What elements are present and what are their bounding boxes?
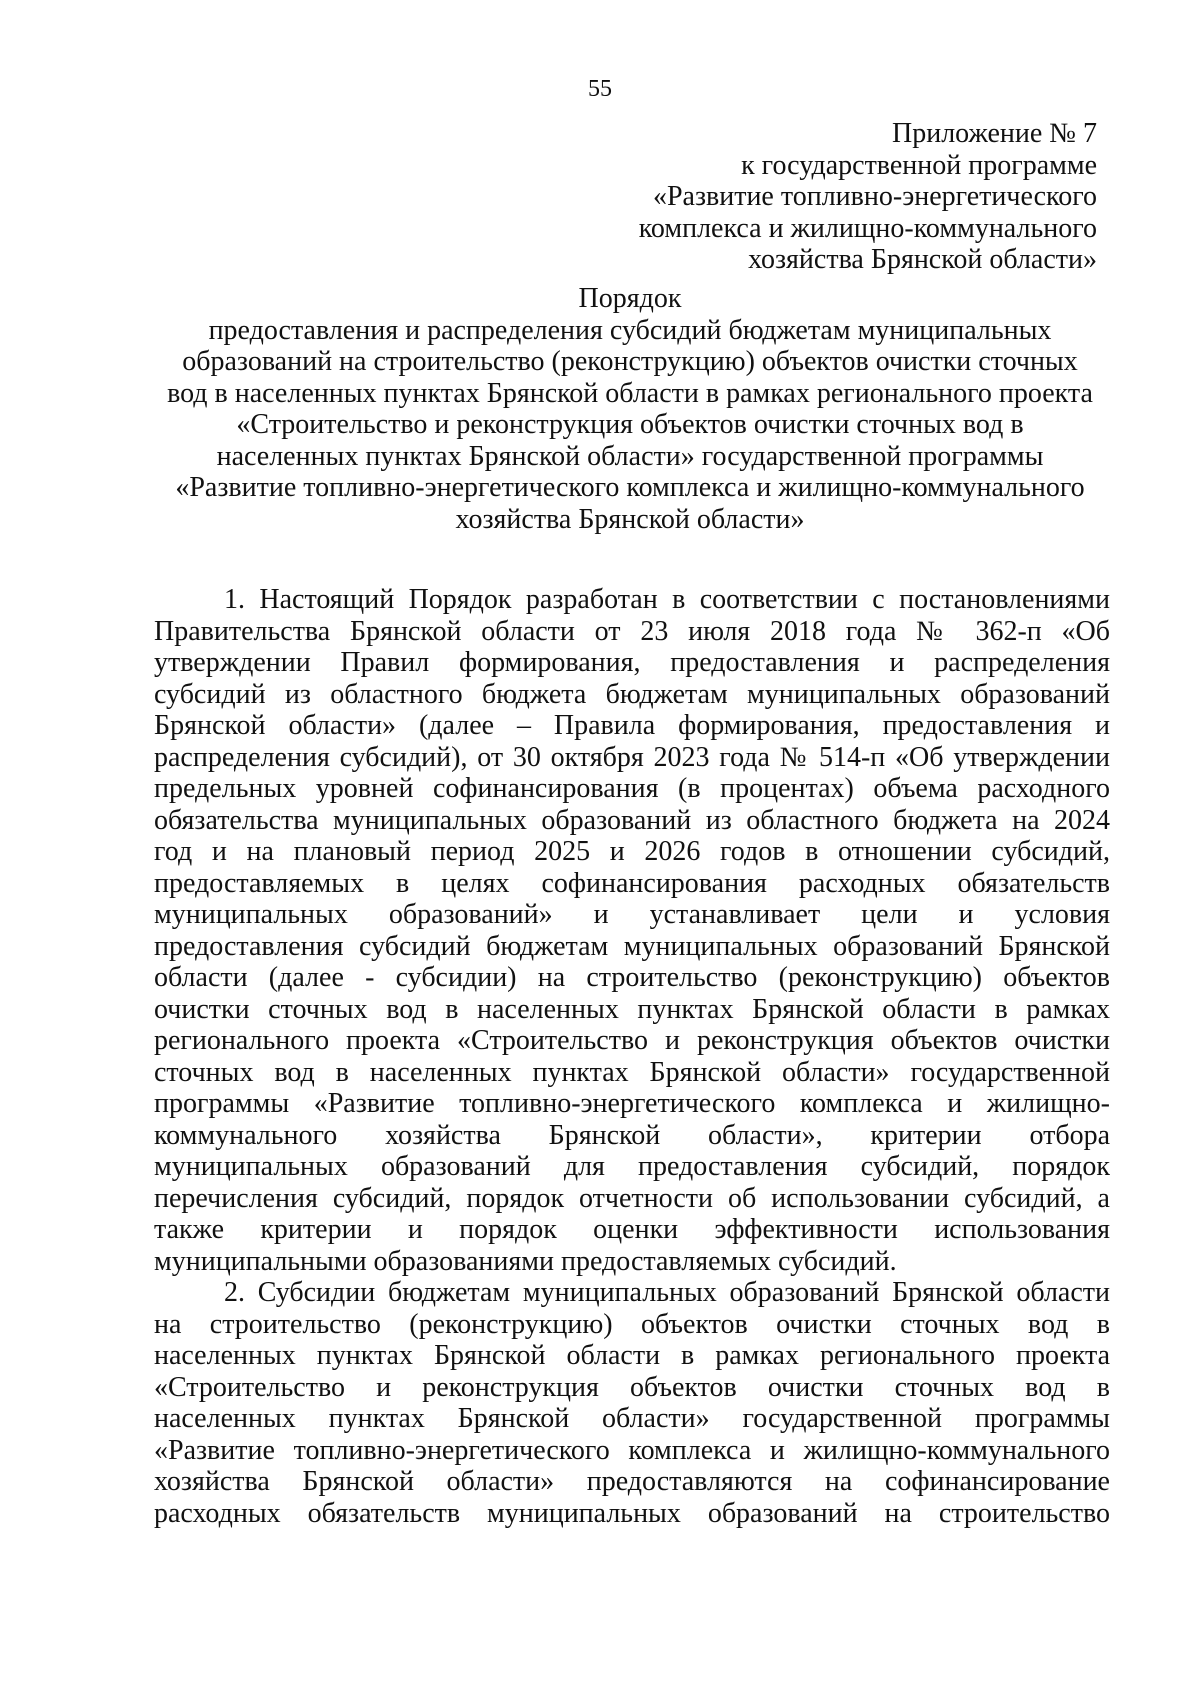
- document-body: [154, 584, 1110, 1529]
- appendix-line: Приложение № 7: [892, 118, 1097, 149]
- title-line: «Строительство и реконструкция объектов очистки сточных вод в: [236, 409, 1024, 440]
- paragraph-line: перечисления субсидий, порядок отчетности об использовании субсидий, а: [154, 1182, 1110, 1214]
- paragraph-line: регионального проекта «Строительство и реконструкция объектов очистки: [154, 1025, 1110, 1056]
- title-line: вод в населенных пунктах Брянской области в рамках регионального проекта: [167, 377, 1093, 409]
- paragraph-line: муниципальными образованиями предоставляемых субсидий.: [154, 1245, 897, 1277]
- title-line: населенных пунктах Брянской области» государственной программы: [216, 440, 1044, 472]
- appendix-line: хозяйства Брянской области»: [748, 244, 1097, 275]
- paragraph-line: утверждении Правил формирования, предоставления и распределения: [154, 647, 1110, 678]
- paragraph-line: расходных обязательств муниципальных образований на строительство: [154, 1497, 1110, 1529]
- paragraph-line: предоставления субсидий бюджетам муниципальных образований Брянской: [154, 930, 1110, 962]
- paragraph-line: Брянской области» (далее – Правила формирования, предоставления и: [154, 710, 1110, 741]
- paragraph-line: «Развитие топливно-энергетического комплекса и жилищно-коммунального: [154, 1434, 1110, 1466]
- paragraph-1: [154, 584, 1110, 1277]
- paragraph-line: хозяйства Брянской области» предоставляются на софинансирование: [154, 1466, 1110, 1497]
- paragraph-line: сточных вод в населенных пунктах Брянской области» государственной: [154, 1056, 1110, 1088]
- paragraph-line: населенных пунктах Брянской области» государственной программы: [154, 1403, 1110, 1434]
- paragraph-line: 2. Субсидии бюджетам муниципальных образований Брянской области: [224, 1277, 1110, 1308]
- page-number: 55: [588, 76, 612, 102]
- paragraph-line: программы «Развитие топливно-энергетического комплекса и жилищно-: [154, 1088, 1110, 1119]
- paragraph-line: субсидий из областного бюджета бюджетам муниципальных образований: [154, 678, 1110, 710]
- paragraph-line: коммунального хозяйства Брянской области», критерии отбора: [154, 1119, 1110, 1151]
- paragraph-line: 1. Настоящий Порядок разработан в соответствии с постановлениями: [224, 584, 1110, 615]
- title-line: хозяйства Брянской области»: [455, 503, 805, 535]
- paragraph-line: очистки сточных вод в населенных пунктах Брянской области в рамках: [154, 993, 1110, 1025]
- appendix-line: «Развитие топливно-энергетического: [652, 181, 1097, 212]
- paragraph-line: предельных уровней софинансирования (в процентах) объема расходного: [154, 773, 1110, 804]
- title-heading: Порядок: [578, 283, 682, 314]
- paragraph-line: распределения субсидий), от 30 октября 2023 года № 514-п «Об утверждении: [154, 741, 1110, 773]
- appendix-header: [537, 118, 1097, 276]
- paragraph-line: предоставляемых в целях софинансирования расходных обязательств: [154, 867, 1110, 899]
- paragraph-line: на строительство (реконструкцию) объектов очистки сточных вод в: [154, 1308, 1110, 1340]
- appendix-line: комплекса и жилищно-коммунального: [638, 212, 1097, 244]
- document-title: [150, 283, 1110, 535]
- title-line: образований на строительство (реконструкцию) объектов очистки сточных: [182, 346, 1078, 377]
- title-line: «Развитие топливно-энергетического комплекса и жилищно-коммунального: [175, 472, 1085, 503]
- paragraph-line: муниципальных образований для предоставления субсидий, порядок: [154, 1151, 1110, 1182]
- paragraph-line: населенных пунктах Брянской области в рамках регионального проекта: [154, 1340, 1110, 1371]
- appendix-line: к государственной программе: [741, 149, 1097, 181]
- paragraph-line: Правительства Брянской области от 23 июля 2018 года № 362-п «Об: [154, 615, 1110, 647]
- paragraph-2: [154, 1277, 1110, 1529]
- paragraph-line: области (далее - субсидии) на строительство (реконструкцию) объектов: [154, 962, 1110, 993]
- paragraph-line: муниципальных образований» и устанавливает цели и условия: [154, 899, 1110, 930]
- paragraph-line: также критерии и порядок оценки эффективности использования: [154, 1214, 1110, 1245]
- paragraph-line: «Строительство и реконструкция объектов очистки сточных вод в: [154, 1371, 1110, 1403]
- paragraph-line: год и на плановый период 2025 и 2026 годов в отношении субсидий,: [154, 836, 1110, 867]
- title-line: предоставления и распределения субсидий бюджетам муниципальных: [208, 314, 1052, 346]
- paragraph-line: обязательства муниципальных образований из областного бюджета на 2024: [154, 804, 1110, 836]
